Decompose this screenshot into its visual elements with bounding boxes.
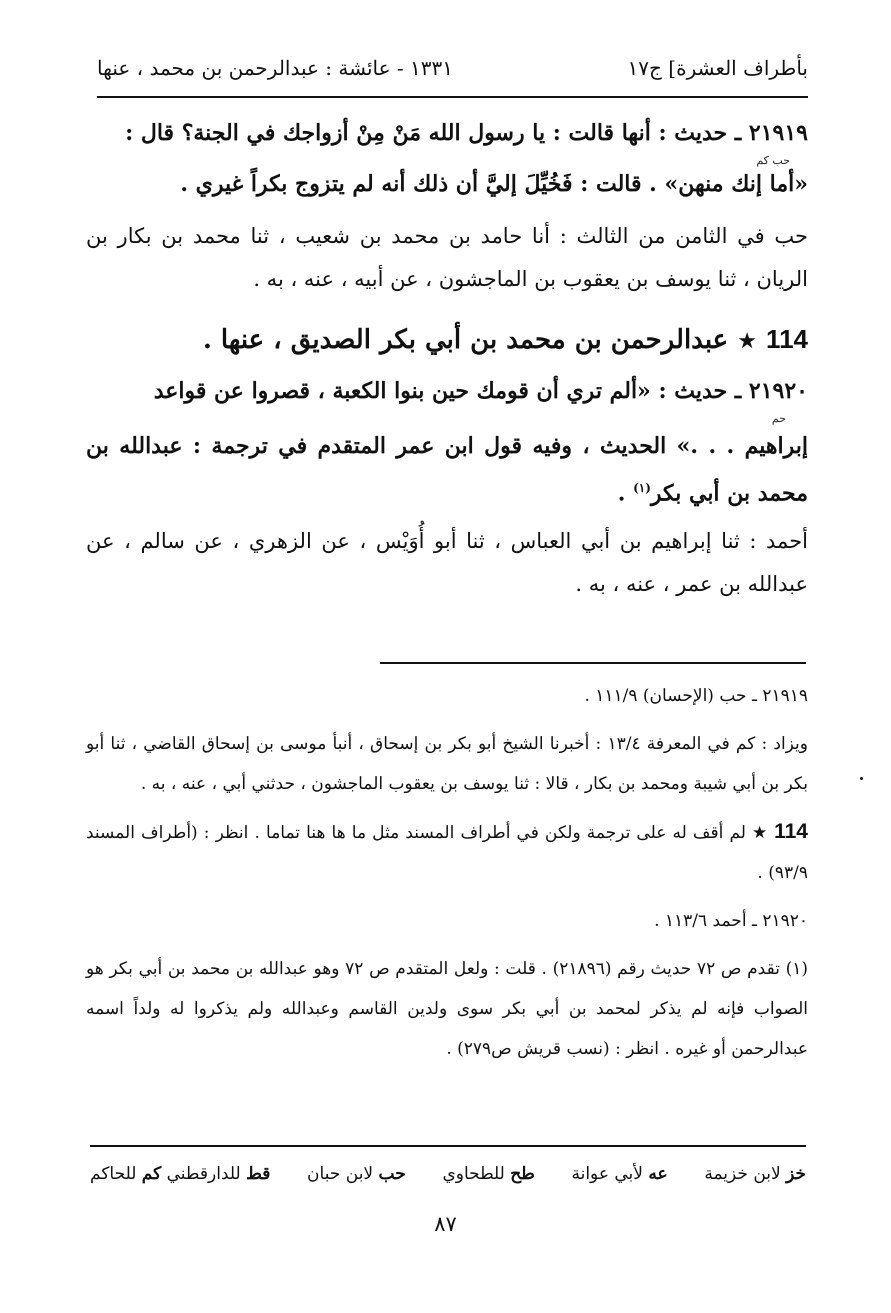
margin-mark: [860, 777, 863, 780]
header-divider: [97, 96, 808, 98]
abbrev-item: طح للطحاوي: [442, 1164, 535, 1184]
translation-number: 114: [774, 820, 808, 843]
footnote-21920: ٢١٩٢٠ ـ أحمد ١١٣/٦ .: [654, 911, 808, 931]
footnote-1: (١) تقدم ص ٧٢ حديث رقم (٢١٨٩٦) . قلت : ولعل المتقدم ص ٧٢ وهو عبدالله بن محمد بن أبي بكر هو الصواب فإنه لم يذكر لمحمد بن أبي بكر سوى ولدين القاسم وعبدالله ولم يذكروا له ولداً اسمه عبدالرحمن أو غيره . انظر : (نسب قريش ص٢٧٩) .: [86, 959, 808, 1059]
translation-name: عبدالرحمن بن محمد بن أبي بكر الصديق ، عنها .: [202, 325, 729, 355]
running-header: [97, 48, 808, 88]
running-title: ١٣٣١ - عائشة : عبدالرحمن بن محمد ، عنها: [97, 56, 453, 80]
hadith-21919-line1: [86, 112, 808, 155]
hadith-21920-line2: إبراهيم . . .» الحديث ، وفيه قول ابن عمر المتقدم في ترجمة : عبدالله بن محمد بن أبي بكر$^{(١)}$ .: [86, 433, 808, 507]
footnote-21919: ٢١٩١٩ ـ حب (الإحسان) ١١١/٩ .: [584, 686, 808, 706]
hadith-21920-isnad: أحمد : ثنا إبراهيم بن أبي العباس ، ثنا أبو أُوَيْس ، عن الزهري ، عن سالم ، عن عبدالله بن عمر ، عنه ، به .: [86, 529, 808, 597]
translation-number: 114: [766, 324, 808, 354]
abbrev-item: قط للدارقطني كم للحاكم: [90, 1164, 271, 1184]
hadith-21920-line1: [86, 370, 808, 413]
page-number: ٨٧: [434, 1212, 457, 1236]
source-marks: حب كم: [756, 154, 790, 167]
translation-heading: [86, 315, 808, 366]
footnote-21919-addition: ويزاد : كم في المعرفة ١٣/٤ : أخبرنا الشيخ أبو بكر بن إسحاق ، أنبأ موسى بن إسحاق القاضي ، ثنا أبو بكر بن أبي شيبة ومحمد بن بكار ، قالا : ثنا يوسف بن يعقوب الماجشون ، حدثني أبي ، عنه ، به .: [86, 734, 808, 794]
hadith-number: ٢١٩٢٠: [748, 378, 808, 404]
book-reference: بأطراف العشرة] ج١٧: [627, 56, 808, 80]
footnote-ref[interactable]: (١): [633, 481, 651, 495]
hadith-number: ٢١٩١٩: [748, 120, 808, 146]
main-text: [86, 112, 808, 606]
abbrev-item: حب لابن حبان: [307, 1164, 406, 1184]
star-icon: ★: [737, 329, 757, 354]
abbrev-divider: [90, 1145, 806, 1147]
footnotes: [86, 676, 808, 1069]
star-icon: ★: [752, 823, 768, 843]
source-marks: حم: [771, 412, 786, 425]
hadith-text: ـ حديث : «ألم تري أن قومك حين بنوا الكعبة ، قصروا عن قواعد: [153, 378, 742, 404]
footnote-divider: [380, 662, 806, 664]
hadith-21919-line2: «أما إنك منهن» . قالت : فَخُيِّلَ إليَّ أن ذلك أنه لم يتزوج بكراً غيري .: [180, 171, 808, 197]
footnote-114: 114 ★ لم أقف له على ترجمة ولكن في أطراف المسند مثل ما ها هنا تماما . انظر : (أطراف المسند ٩٣/٩) .: [86, 820, 808, 883]
abbreviation-key: [90, 1156, 806, 1192]
hadith-text: ـ حديث : أنها قالت : يا رسول الله مَنْ مِنْ أزواجك في الجنة؟ قال :: [125, 120, 742, 146]
abbrev-item: عه لأبي عوانة: [571, 1164, 668, 1184]
abbrev-item: خز لابن خزيمة: [704, 1164, 806, 1184]
hadith-21919-isnad: حب في الثامن من الثالث : أنا حامد بن محمد بن شعيب ، ثنا محمد بن بكار بن الريان ، ثنا يوسف بن يعقوب بن الماجشون ، عن أبيه ، عنه ، به .: [86, 224, 808, 291]
